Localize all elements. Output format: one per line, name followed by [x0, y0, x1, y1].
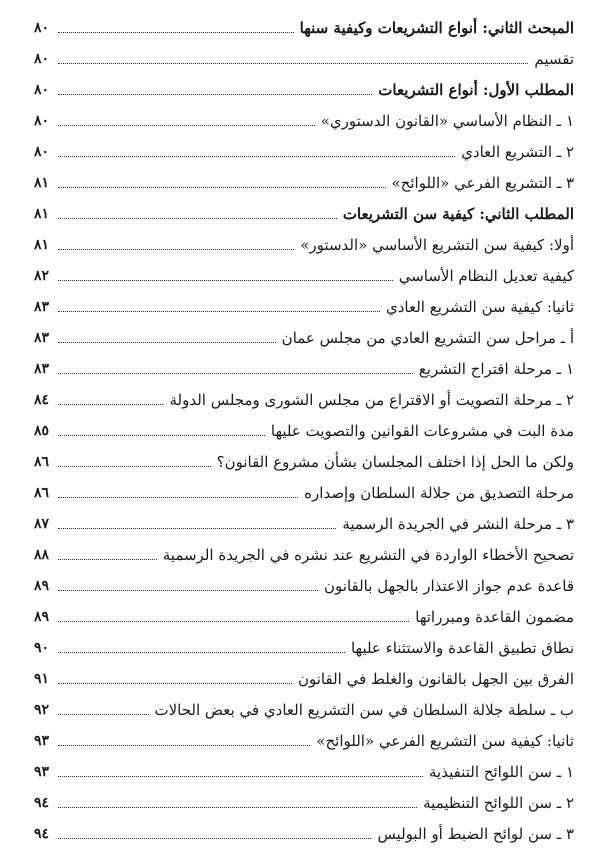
toc-entry [34, 43, 574, 74]
toc-entry-title: ٢ ـ سن اللوائح التنظيمية [423, 794, 574, 812]
toc-entry-page-number: ٨٣ [34, 361, 50, 377]
toc-entry-title: ب ـ سلطة جلالة السلطان في سن التشريع العادي في بعض الحالات [154, 701, 574, 719]
dot-leader [58, 342, 276, 343]
toc-entry [34, 694, 574, 725]
toc-entry-page-number: ٩٠ [34, 640, 50, 656]
toc-entry-title: تقسيم [534, 50, 574, 68]
toc-entry-page-number: ٩١ [34, 671, 50, 687]
toc-entry-title: ثانيا: كيفية سن التشريع العادي [386, 298, 574, 316]
dot-leader [58, 466, 211, 467]
toc-entry-title: المبحث الثاني: أنواع التشريعات وكيفية سنها [299, 19, 574, 37]
toc-entry [34, 725, 574, 756]
toc-entry-title: ٢ ـ التشريع العادي [461, 143, 574, 161]
toc-entry-title: تصحيح الأخطاء الواردة في التشريع عند نشره في الجريدة الرسمية [162, 546, 574, 564]
toc-entry-page-number: ٨٠ [34, 20, 50, 36]
toc-entry-title: ١ ـ سن اللوائح التنفيذية [429, 763, 574, 781]
toc-entry-title: نطاق تطبيق القاعدة والاستثناء عليها [350, 639, 574, 657]
dot-leader [58, 373, 413, 374]
toc-entry-page-number: ٨١ [34, 175, 50, 191]
toc-entry-page-number: ٨٠ [34, 51, 50, 67]
dot-leader [58, 528, 336, 529]
toc-entry-page-number: ٨٠ [34, 144, 50, 160]
table-of-contents [34, 12, 574, 849]
toc-entry [34, 167, 574, 198]
dot-leader [58, 280, 393, 281]
toc-entry-title: المطلب الأول: أنواع التشريعات [378, 81, 574, 99]
toc-entry-title: ١ ـ مرحلة اقتراح التشريع [418, 360, 574, 378]
dot-leader [58, 497, 298, 498]
toc-entry-page-number: ٨٠ [34, 113, 50, 129]
toc-entry [34, 632, 574, 663]
toc-entry-title: كيفية تعديل النظام الأساسي [398, 267, 574, 285]
dot-leader [58, 745, 310, 746]
toc-entry-page-number: ٨٤ [34, 392, 50, 408]
dot-leader [58, 714, 149, 715]
toc-entry [34, 12, 574, 43]
dot-leader [58, 652, 345, 653]
dot-leader [58, 156, 455, 157]
toc-entry-title: مدة البت في مشروعات القوانين والتصويت عليها [270, 422, 574, 440]
toc-entry [34, 74, 574, 105]
toc-entry-page-number: ٩٤ [34, 826, 50, 842]
toc-entry-title: ثانيا: كيفية سن التشريع الفرعي «اللوائح» [316, 732, 574, 750]
toc-entry-title: ولكن ما الحل إذا اختلف المجلسان بشأن مشروع القانون؟ [216, 453, 574, 471]
toc-entry [34, 136, 574, 167]
toc-entry-title: ٣ ـ سن لوائح الضبط أو البوليس [377, 825, 574, 843]
toc-entry-title: قاعدة عدم جواز الاعتذار بالجهل بالقانون [324, 577, 574, 595]
dot-leader [58, 621, 409, 622]
toc-entry-page-number: ٨١ [34, 206, 50, 222]
toc-entry [34, 198, 574, 229]
dot-leader [58, 311, 380, 312]
toc-entry [34, 818, 574, 849]
toc-entry-title: ٣ ـ التشريع الفرعي «اللوائح» [391, 174, 574, 192]
toc-entry-page-number: ٨٨ [34, 547, 50, 563]
toc-entry-title: ٣ ـ مرحلة النشر في الجريدة الرسمية [342, 515, 574, 533]
toc-entry [34, 415, 574, 446]
toc-entry-page-number: ٨٣ [34, 330, 50, 346]
toc-entry-title: ٢ ـ مرحلة التصويت أو الاقتراع من مجلس الشورى ومجلس الدولة [169, 391, 574, 409]
dot-leader [58, 404, 163, 405]
toc-entry [34, 663, 574, 694]
toc-entry [34, 508, 574, 539]
toc-entry [34, 353, 574, 384]
toc-entry-page-number: ٨٦ [34, 485, 50, 501]
toc-entry [34, 601, 574, 632]
toc-entry-page-number: ٨١ [34, 237, 50, 253]
dot-leader [58, 807, 417, 808]
toc-entry-title: المطلب الثاني: كيفية سن التشريعات [342, 205, 574, 223]
dot-leader [58, 32, 294, 33]
toc-entry [34, 477, 574, 508]
toc-entry [34, 539, 574, 570]
toc-entry-title: مرحلة التصديق من جلالة السلطان وإصداره [304, 484, 574, 502]
toc-entry-page-number: ٩٣ [34, 764, 50, 780]
toc-entry-title: مضمون القاعدة ومبرراتها [415, 608, 574, 626]
toc-entry-page-number: ٨٥ [34, 423, 50, 439]
toc-entry-page-number: ٨٩ [34, 578, 50, 594]
toc-entry [34, 756, 574, 787]
toc-entry-title: الفرق بين الجهل بالقانون والغلط في القانون [297, 670, 574, 688]
toc-entry-page-number: ٩٢ [34, 702, 50, 718]
toc-entry [34, 570, 574, 601]
dot-leader [58, 94, 372, 95]
toc-entry-title: أولا: كيفية سن التشريع الأساسي «الدستور» [300, 236, 574, 254]
toc-entry [34, 260, 574, 291]
toc-entry-title: ١ ـ النظام الأساسي «القانون الدستوري» [320, 112, 574, 130]
toc-entry-page-number: ٨٠ [34, 82, 50, 98]
toc-entry [34, 384, 574, 415]
dot-leader [58, 776, 423, 777]
dot-leader [58, 559, 157, 560]
toc-entry [34, 446, 574, 477]
dot-leader [58, 838, 371, 839]
dot-leader [58, 249, 294, 250]
dot-leader [58, 63, 528, 64]
dot-leader [58, 218, 337, 219]
dot-leader [58, 683, 292, 684]
toc-entry-page-number: ٩٣ [34, 733, 50, 749]
dot-leader [58, 435, 265, 436]
dot-leader [58, 187, 386, 188]
toc-entry [34, 322, 574, 353]
toc-entry-page-number: ٨٣ [34, 299, 50, 315]
toc-entry [34, 105, 574, 136]
toc-entry-title: أ ـ مراحل سن التشريع العادي من مجلس عمان [281, 329, 574, 347]
dot-leader [58, 590, 318, 591]
toc-entry-page-number: ٨٧ [34, 516, 50, 532]
toc-entry [34, 787, 574, 818]
toc-entry-page-number: ٨٦ [34, 454, 50, 470]
toc-entry-page-number: ٨٩ [34, 609, 50, 625]
toc-entry-page-number: ٨٢ [34, 268, 50, 284]
toc-entry [34, 291, 574, 322]
toc-entry-page-number: ٩٤ [34, 795, 50, 811]
dot-leader [58, 125, 315, 126]
toc-entry [34, 229, 574, 260]
